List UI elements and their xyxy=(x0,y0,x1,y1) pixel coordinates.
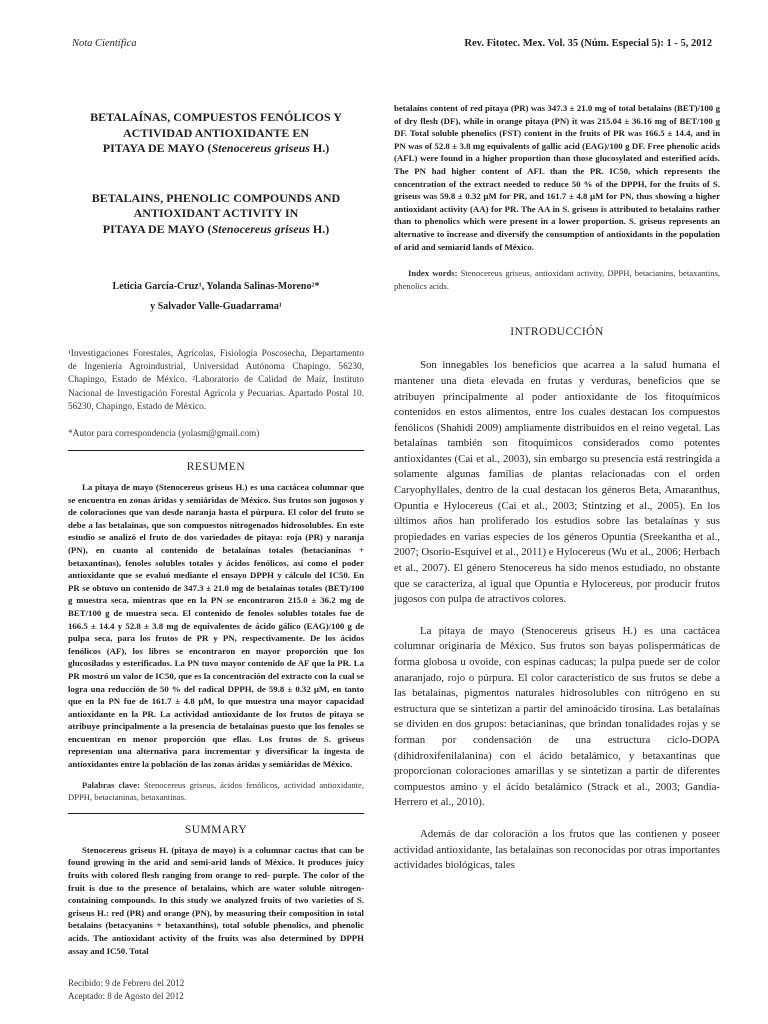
resumen-text: La pitaya de mayo (Stenocereus griseus H.) es una cactácea columnar que se encuentra en zonas áridas y semiáridas de México. Sus frutos son jugosos y de coloraciones que van desde naranja hasta el púrpura. El color del fruto se debe a las betalaínas, que son compuestos nitrogenados hidrosolubles. En este estudio se analizó el fruto de dos variedades de pitaya: roja (PR) y naranja (PN), en cuanto al contenido de betalaínas totales (betacianinas + betaxantinas), fenoles solubles totales y ácidos fenólicos, así como el poder antioxidante que se evaluó mediante el ensayo DPPH y cálculo del IC50. En PR se obtuvo un contenido de 347.3 ± 21.0 mg de betalaínas totales (BET)/100 g muestra seca, mientras que en la PN se encontraron 215.0 ± 36.2 mg de BET/100 g de muestra seca. El contenido de fenoles solubles totales fue de 166.5 ± 14.4 y 52.8 ± 3.8 mg de equivalentes de ácido gálico (EAG)/100 g de pulpa seca, para los frutos de PR y PN, respectivamente. De los ácidos fenólicos (AF), los libres se encontraron en mayor proporción que los glucosilados y esterificados. La PN tuvo mayor contenido de AF que la PR. La PR mostró un valor de IC50, que es la concentración del extracto con la cual se logra una reducción de 50 % del radical DPPH, de 59.8 ± 0.32 µM, en tanto que en la PN fue de 161.7 ± 4.8 µM, lo que muestra una mayor capacidad antioxidante en la PR. La actividad antioxidante de los frutos de pitaya se atribuye principalmente a la presencia de betalaínas puesto que los fenoles se encuentran en menor proporción que ellas. Los frutos de S. griseus representan una alternativa para incrementar y diversificar la ingesta de antioxidantes entre la población de las zonas áridas y semiáridas de México. xyxy=(68,482,364,770)
accepted-date: Aceptado: 8 de Agosto del 2012 xyxy=(68,990,184,1001)
title-es-line2: ACTIVIDAD ANTIOXIDANTE EN xyxy=(122,125,310,140)
running-header-left: Nota Científica xyxy=(72,38,137,49)
title-es-line3: PITAYA DE MAYO (Stenocereus griseus H.) xyxy=(102,141,330,155)
summary-heading: SUMMARY xyxy=(184,823,248,836)
title-english xyxy=(68,191,364,238)
title-en-line3: PITAYA DE MAYO (Stenocereus griseus H.) xyxy=(102,221,330,236)
right-column xyxy=(394,103,720,890)
article-dates xyxy=(68,977,364,1002)
section-divider xyxy=(68,813,364,814)
introduccion-heading: INTRODUCCIÓN xyxy=(510,326,604,339)
received-date: Recibido: 9 de Febrero del 2012 xyxy=(68,978,185,989)
corresponding-author: *Autor para correspondencia (yolasm@gmail.com) xyxy=(68,429,260,440)
affiliations: ¹Investigaciones Forestales, Agrícolas, Fisiología Poscosecha, Departamento de Ingeniería Agroindustrial, Universidad Autónoma Chapingo. 56230, Chapingo, Estado de México. ²Laboratorio de Calidad de Maíz, Instituto Nacional de Investigación Forestal Agrícola y Pecuarias. Apartado Postal 10. 56230, Chapingo, Estado de México. xyxy=(68,349,364,412)
resumen-heading: RESUMEN xyxy=(186,461,246,474)
left-column xyxy=(68,108,364,1002)
title-en-line1: BETALAINS, PHENOLIC COMPOUNDS AND xyxy=(91,190,341,205)
palabras-clave: Palabras clave: Stenocereus griseus, ácidos fenólicos, actividad antioxidante, DPPH, betacianinas, betaxantinas. xyxy=(68,779,364,803)
intro-paragraph-3: Además de dar coloración a los frutos que las contienen y poseer actividad antioxidante, las betalaínas son reconocidas por otras importantes actividades biológicas, tales xyxy=(394,827,720,872)
running-header-right: Rev. Fitotec. Mex. Vol. 35 (Núm. Especial 5): 1 - 5, 2012 xyxy=(464,38,712,49)
title-spanish xyxy=(68,110,364,157)
authors xyxy=(68,277,364,317)
authors-line2: y Salvador Valle-Guadarrama¹ xyxy=(150,301,282,312)
intro-paragraph-2: La pitaya de mayo (Stenocereus griseus H.) es una cactácea columnar originaria de México. Sus frutos son bayas polispermáticas de forma globosa u ovoide, con espinas caducas; la pulpa puede ser de color anaranjado, rojo o púrpura. El color característico de sus frutos se debe a las betalaínas, pigmentos naturales hidrosolubles con nitrógeno en su estructura que se sintetizan a partir del aminoácido tirosina. Las betalaínas se dividen en dos grupos: betacianinas, que brindan tonalidades rojas y se forman por condensación de una estructura ciclo-DOPA (dihidroxifenilalanina) con el ácido betalámico, y betaxantinas que proporcionan coloraciones amarillas y se sintetizan a partir de diferentes compuestos amino y el ácido betalámico (Strack et al., 2003; Gandía-Herrero et al., 2010). xyxy=(394,624,720,809)
intro-paragraph-1: Son innegables los beneficios que acarrea a la salud humana el mantener una dieta elevada en frutas y verduras, beneficios que se atribuyen principalmente al poder antioxidante de los fitoquímicos contenidos en estos alimentos, entre los cuales destacan los compuestos fenólicos (Shahidi 2009) ampliamente distribuidos en el reino vegetal. Las betalaínas también son fitoquímicos considerados como potentes antioxidantes (Cai et al., 2003), sin embargo su presencia está restringida a solamente algunas familias de plantas relacionadas con el orden Caryophyllales, dentro de la cual destacan los géneros Beta, Amaranthus, Opuntia e Hylocereus (Cai et al., 2003; Stintzing et al., 2005). En los últimos años han proliferado los estudios sobre las betalaínas y sus propiedades en varias especies de los géneros Opuntia (Sreekantha et al., 2007; Osorio-Esquivel et al., 2011) e Hylocereus (Wu et al., 2006; Herbach et al., 2007). El género Stenocereus ha sido menos estudiado, no obstante que se caracteriza, al igual que Opuntia e Hylocereus, por producir frutos jugosos con pulpa de atractivos colores. xyxy=(394,359,720,606)
summary-text: Stenocereus griseus H. (pitaya de mayo) is a columnar cactus that can be found growing in the arid and semi-arid lands of México. It produces juicy fruits with colored flesh ranging from orange to red- purple. The color of the fruit is due to the presence of betalains, which are water soluble nitrogen-containing compounds. In this study we analyzed fruits of two varieties of S. griseus H.: red (PR) and orange (PN), by measuring their composition in total betalains (betacyanins + betaxanthins), total soluble phenolics, and phenolic acids. The antioxidant activity of the fruits was also determined by DPPH assay and IC50. Total xyxy=(68,844,364,956)
section-divider xyxy=(68,450,364,451)
title-es-line1: BETALAÍNAS, COMPUESTOS FENÓLICOS Y xyxy=(90,110,342,124)
title-en-line2: ANTIOXIDANT ACTIVITY IN xyxy=(133,206,299,220)
authors-line1: Leticia García-Cruz¹, Yolanda Salinas-Moreno²* xyxy=(112,281,320,292)
index-words: Index words: Stenocereus griseus, antioxidant activity, DPPH, betacianins, betaxantins, phenolics acids. xyxy=(394,268,720,291)
summary-text-continued: betalains content of red pitaya (PR) was 347.3 ± 21.0 mg of total betalains (BET)/100 g of dry flesh (DF), while in orange pitaya (PN) it was 215.04 ± 36.16 mg of BET/100 g DF. Total soluble phenolics (FST) content in the fruits of PR was 166.5 ± 14.4, and in PN was of 52.8 ± 3.8 mg equivalents of gallic acid (EAG)/100 g DF. Free phenolic acids (AFL) were found in a higher proportion than those glucosylated and esterified acids. The PN had higher content of AFL than the PR. IC50, which represents the concentration of the extract needed to reduce 50 % of the DPPH, for the fruits of S. griseus was 59.8 ± 0.32 µM for PR, and 161.7 ± 4.8 µM for PN, thus showing a higher antioxidant activity (AA) for PR. The AA in S. griseus is attributed to betalains rather than to phenolics which were present in a lower proportion. S. griseus represents an alternative to increase and diversify the consumption of antioxidants in the population of arid and semiarid lands of México. xyxy=(394,103,720,252)
